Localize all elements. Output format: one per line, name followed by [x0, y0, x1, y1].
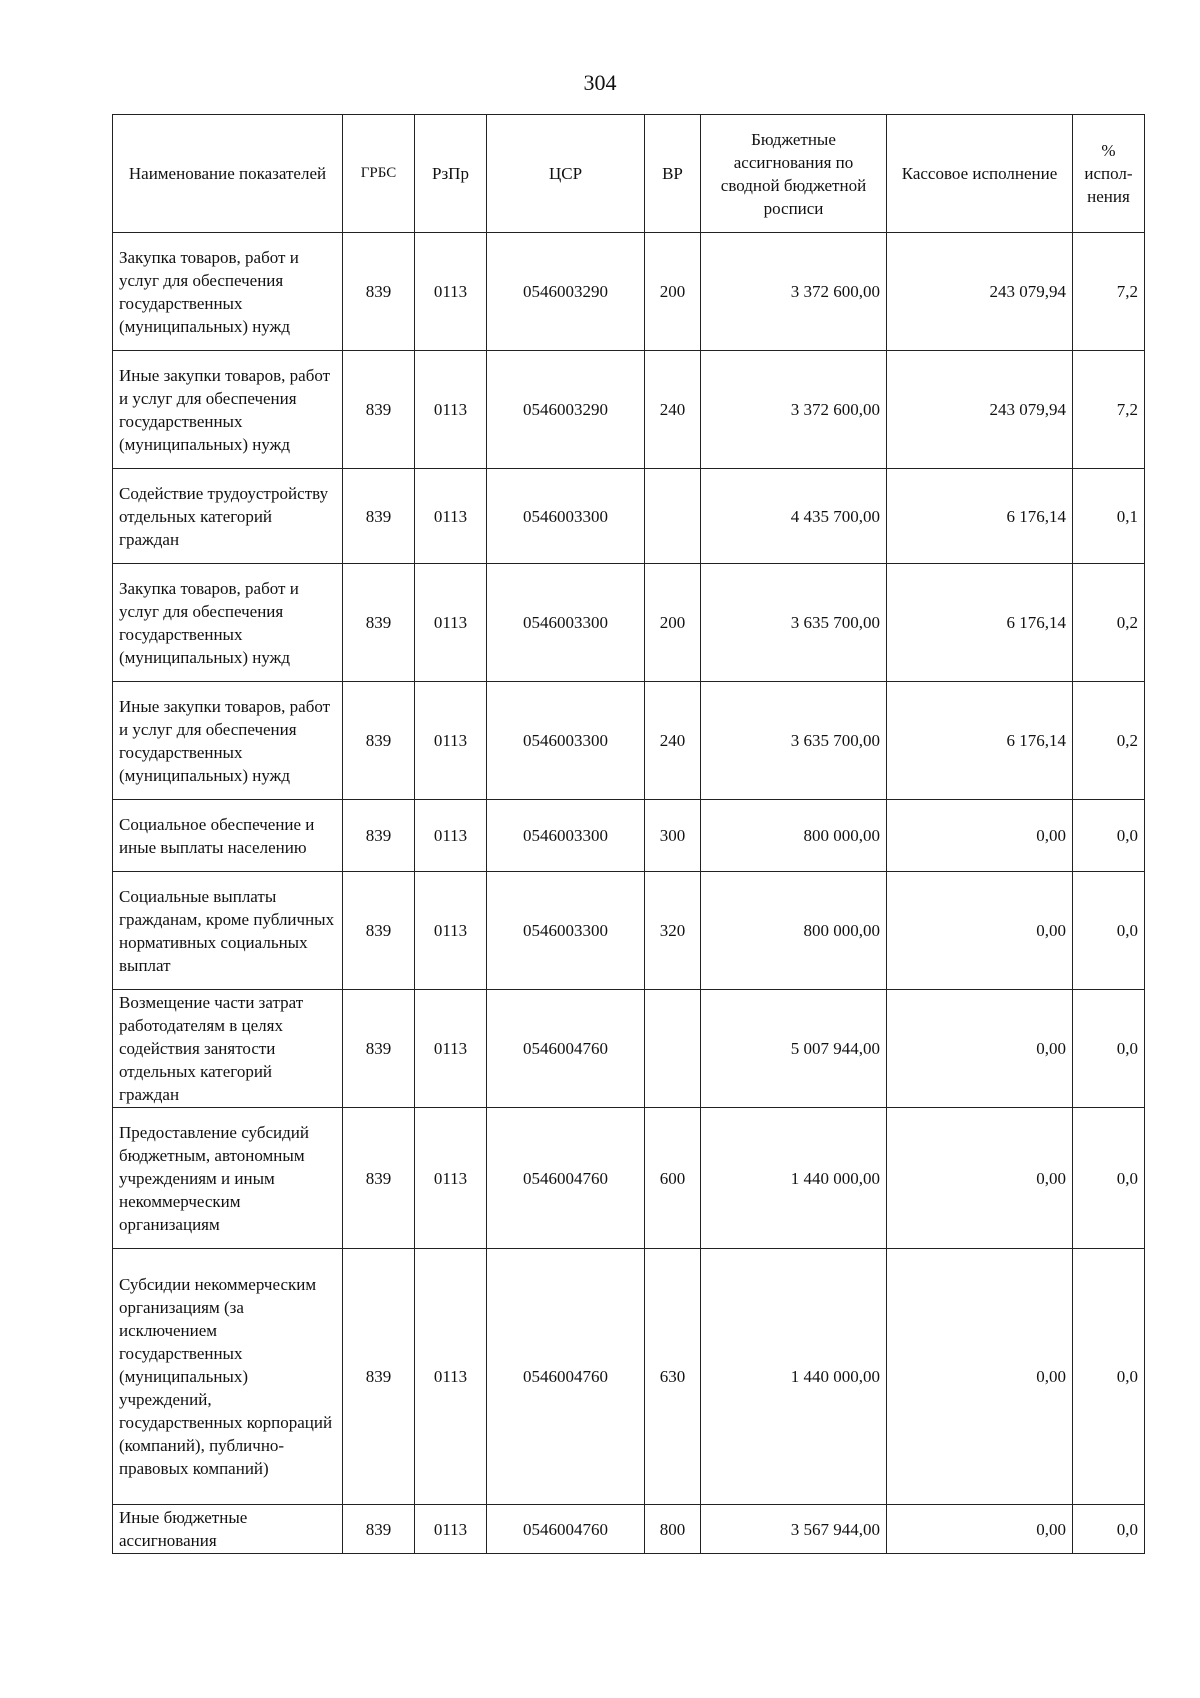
table-row [113, 1505, 1145, 1554]
row-csr: 0546004760 [487, 1108, 645, 1249]
table-row [113, 800, 1145, 872]
row-vr [645, 990, 701, 1108]
row-grbs: 839 [343, 564, 415, 682]
budget-execution-table [112, 114, 1145, 1554]
row-indicator-name: Содействие трудоустройству отдельных категорий граждан [113, 469, 343, 564]
row-rzpr: 0113 [415, 469, 487, 564]
table-row [113, 872, 1145, 990]
row-vr: 600 [645, 1108, 701, 1249]
row-rzpr: 0113 [415, 351, 487, 469]
row-csr: 0546004760 [487, 990, 645, 1108]
row-budget: 5 007 944,00 [701, 990, 887, 1108]
row-vr: 800 [645, 1505, 701, 1554]
row-vr [645, 469, 701, 564]
row-budget: 1 440 000,00 [701, 1108, 887, 1249]
row-rzpr: 0113 [415, 1505, 487, 1554]
row-budget: 800 000,00 [701, 872, 887, 990]
row-csr: 0546004760 [487, 1505, 645, 1554]
row-grbs: 839 [343, 233, 415, 351]
row-grbs: 839 [343, 351, 415, 469]
row-indicator-name: Возмещение части затрат работодателям в целях содействия занятости отдельных категорий граждан [113, 990, 343, 1108]
row-csr: 0546003300 [487, 469, 645, 564]
row-budget: 800 000,00 [701, 800, 887, 872]
row-grbs: 839 [343, 800, 415, 872]
row-grbs: 839 [343, 1108, 415, 1249]
header-csr: ЦСР [487, 115, 645, 233]
row-percent: 7,2 [1073, 233, 1145, 351]
header-execution-percent: % испол-нения [1073, 115, 1145, 233]
row-budget: 3 567 944,00 [701, 1505, 887, 1554]
row-budget: 4 435 700,00 [701, 469, 887, 564]
row-vr: 240 [645, 351, 701, 469]
row-rzpr: 0113 [415, 1108, 487, 1249]
row-rzpr: 0113 [415, 990, 487, 1108]
row-vr: 300 [645, 800, 701, 872]
header-rzpr: РзПр [415, 115, 487, 233]
row-csr: 0546004760 [487, 1249, 645, 1505]
row-percent: 0,0 [1073, 990, 1145, 1108]
row-vr: 200 [645, 233, 701, 351]
row-budget: 3 372 600,00 [701, 233, 887, 351]
row-percent: 0,0 [1073, 872, 1145, 990]
header-budget-allocations: Бюджетные ассигнования по сводной бюджетной росписи [701, 115, 887, 233]
row-cash: 243 079,94 [887, 351, 1073, 469]
row-csr: 0546003300 [487, 872, 645, 990]
row-percent: 0,0 [1073, 1249, 1145, 1505]
row-indicator-name: Социальное обеспечение и иные выплаты населению [113, 800, 343, 872]
table-header-row [113, 115, 1145, 233]
row-grbs: 839 [343, 469, 415, 564]
row-cash: 243 079,94 [887, 233, 1073, 351]
row-rzpr: 0113 [415, 233, 487, 351]
row-percent: 0,2 [1073, 682, 1145, 800]
table-row [113, 1108, 1145, 1249]
row-cash: 0,00 [887, 800, 1073, 872]
row-csr: 0546003300 [487, 682, 645, 800]
row-cash: 0,00 [887, 872, 1073, 990]
row-grbs: 839 [343, 1249, 415, 1505]
row-budget: 3 635 700,00 [701, 564, 887, 682]
row-indicator-name: Предоставление субсидий бюджетным, автономным учреждениям и иным некоммерческим организациям [113, 1108, 343, 1249]
table-row [113, 233, 1145, 351]
row-indicator-name: Закупка товаров, работ и услуг для обеспечения государственных (муниципальных) нужд [113, 564, 343, 682]
row-cash: 6 176,14 [887, 564, 1073, 682]
row-cash: 0,00 [887, 1505, 1073, 1554]
row-cash: 0,00 [887, 1249, 1073, 1505]
table-row [113, 469, 1145, 564]
table-row [113, 1249, 1145, 1505]
row-grbs: 839 [343, 682, 415, 800]
row-cash: 0,00 [887, 990, 1073, 1108]
table-row [113, 351, 1145, 469]
row-grbs: 839 [343, 872, 415, 990]
row-budget: 3 372 600,00 [701, 351, 887, 469]
row-rzpr: 0113 [415, 682, 487, 800]
row-csr: 0546003290 [487, 351, 645, 469]
row-csr: 0546003300 [487, 564, 645, 682]
row-budget: 3 635 700,00 [701, 682, 887, 800]
row-percent: 0,1 [1073, 469, 1145, 564]
row-indicator-name: Иные бюджетные ассигнования [113, 1505, 343, 1554]
page-number: 304 [583, 70, 617, 95]
row-percent: 0,0 [1073, 1505, 1145, 1554]
row-vr: 240 [645, 682, 701, 800]
header-grbs: ГРБС [343, 115, 415, 233]
row-percent: 0,0 [1073, 800, 1145, 872]
row-rzpr: 0113 [415, 1249, 487, 1505]
row-percent: 7,2 [1073, 351, 1145, 469]
row-budget: 1 440 000,00 [701, 1249, 887, 1505]
row-percent: 0,2 [1073, 564, 1145, 682]
row-grbs: 839 [343, 1505, 415, 1554]
row-indicator-name: Субсидии некоммерческим организациям (за исключением государственных (муниципальных) учреждений, государственных корпораций (компаний), публично-правовых компаний) [113, 1249, 343, 1505]
row-indicator-name: Иные закупки товаров, работ и услуг для обеспечения государственных (муниципальных) нужд [113, 351, 343, 469]
row-cash: 6 176,14 [887, 469, 1073, 564]
row-percent: 0,0 [1073, 1108, 1145, 1249]
row-vr: 320 [645, 872, 701, 990]
row-cash: 6 176,14 [887, 682, 1073, 800]
row-csr: 0546003300 [487, 800, 645, 872]
header-cash-execution: Кассовое исполнение [887, 115, 1073, 233]
row-vr: 200 [645, 564, 701, 682]
table-row [113, 564, 1145, 682]
table-row [113, 990, 1145, 1108]
row-cash: 0,00 [887, 1108, 1073, 1249]
header-indicator-name: Наименование показателей [113, 115, 343, 233]
table-row [113, 682, 1145, 800]
row-grbs: 839 [343, 990, 415, 1108]
row-rzpr: 0113 [415, 800, 487, 872]
row-vr: 630 [645, 1249, 701, 1505]
row-rzpr: 0113 [415, 872, 487, 990]
header-vr: ВР [645, 115, 701, 233]
row-csr: 0546003290 [487, 233, 645, 351]
row-rzpr: 0113 [415, 564, 487, 682]
row-indicator-name: Иные закупки товаров, работ и услуг для обеспечения государственных (муниципальных) нужд [113, 682, 343, 800]
row-indicator-name: Социальные выплаты гражданам, кроме публичных нормативных социальных выплат [113, 872, 343, 990]
row-indicator-name: Закупка товаров, работ и услуг для обеспечения государственных (муниципальных) нужд [113, 233, 343, 351]
